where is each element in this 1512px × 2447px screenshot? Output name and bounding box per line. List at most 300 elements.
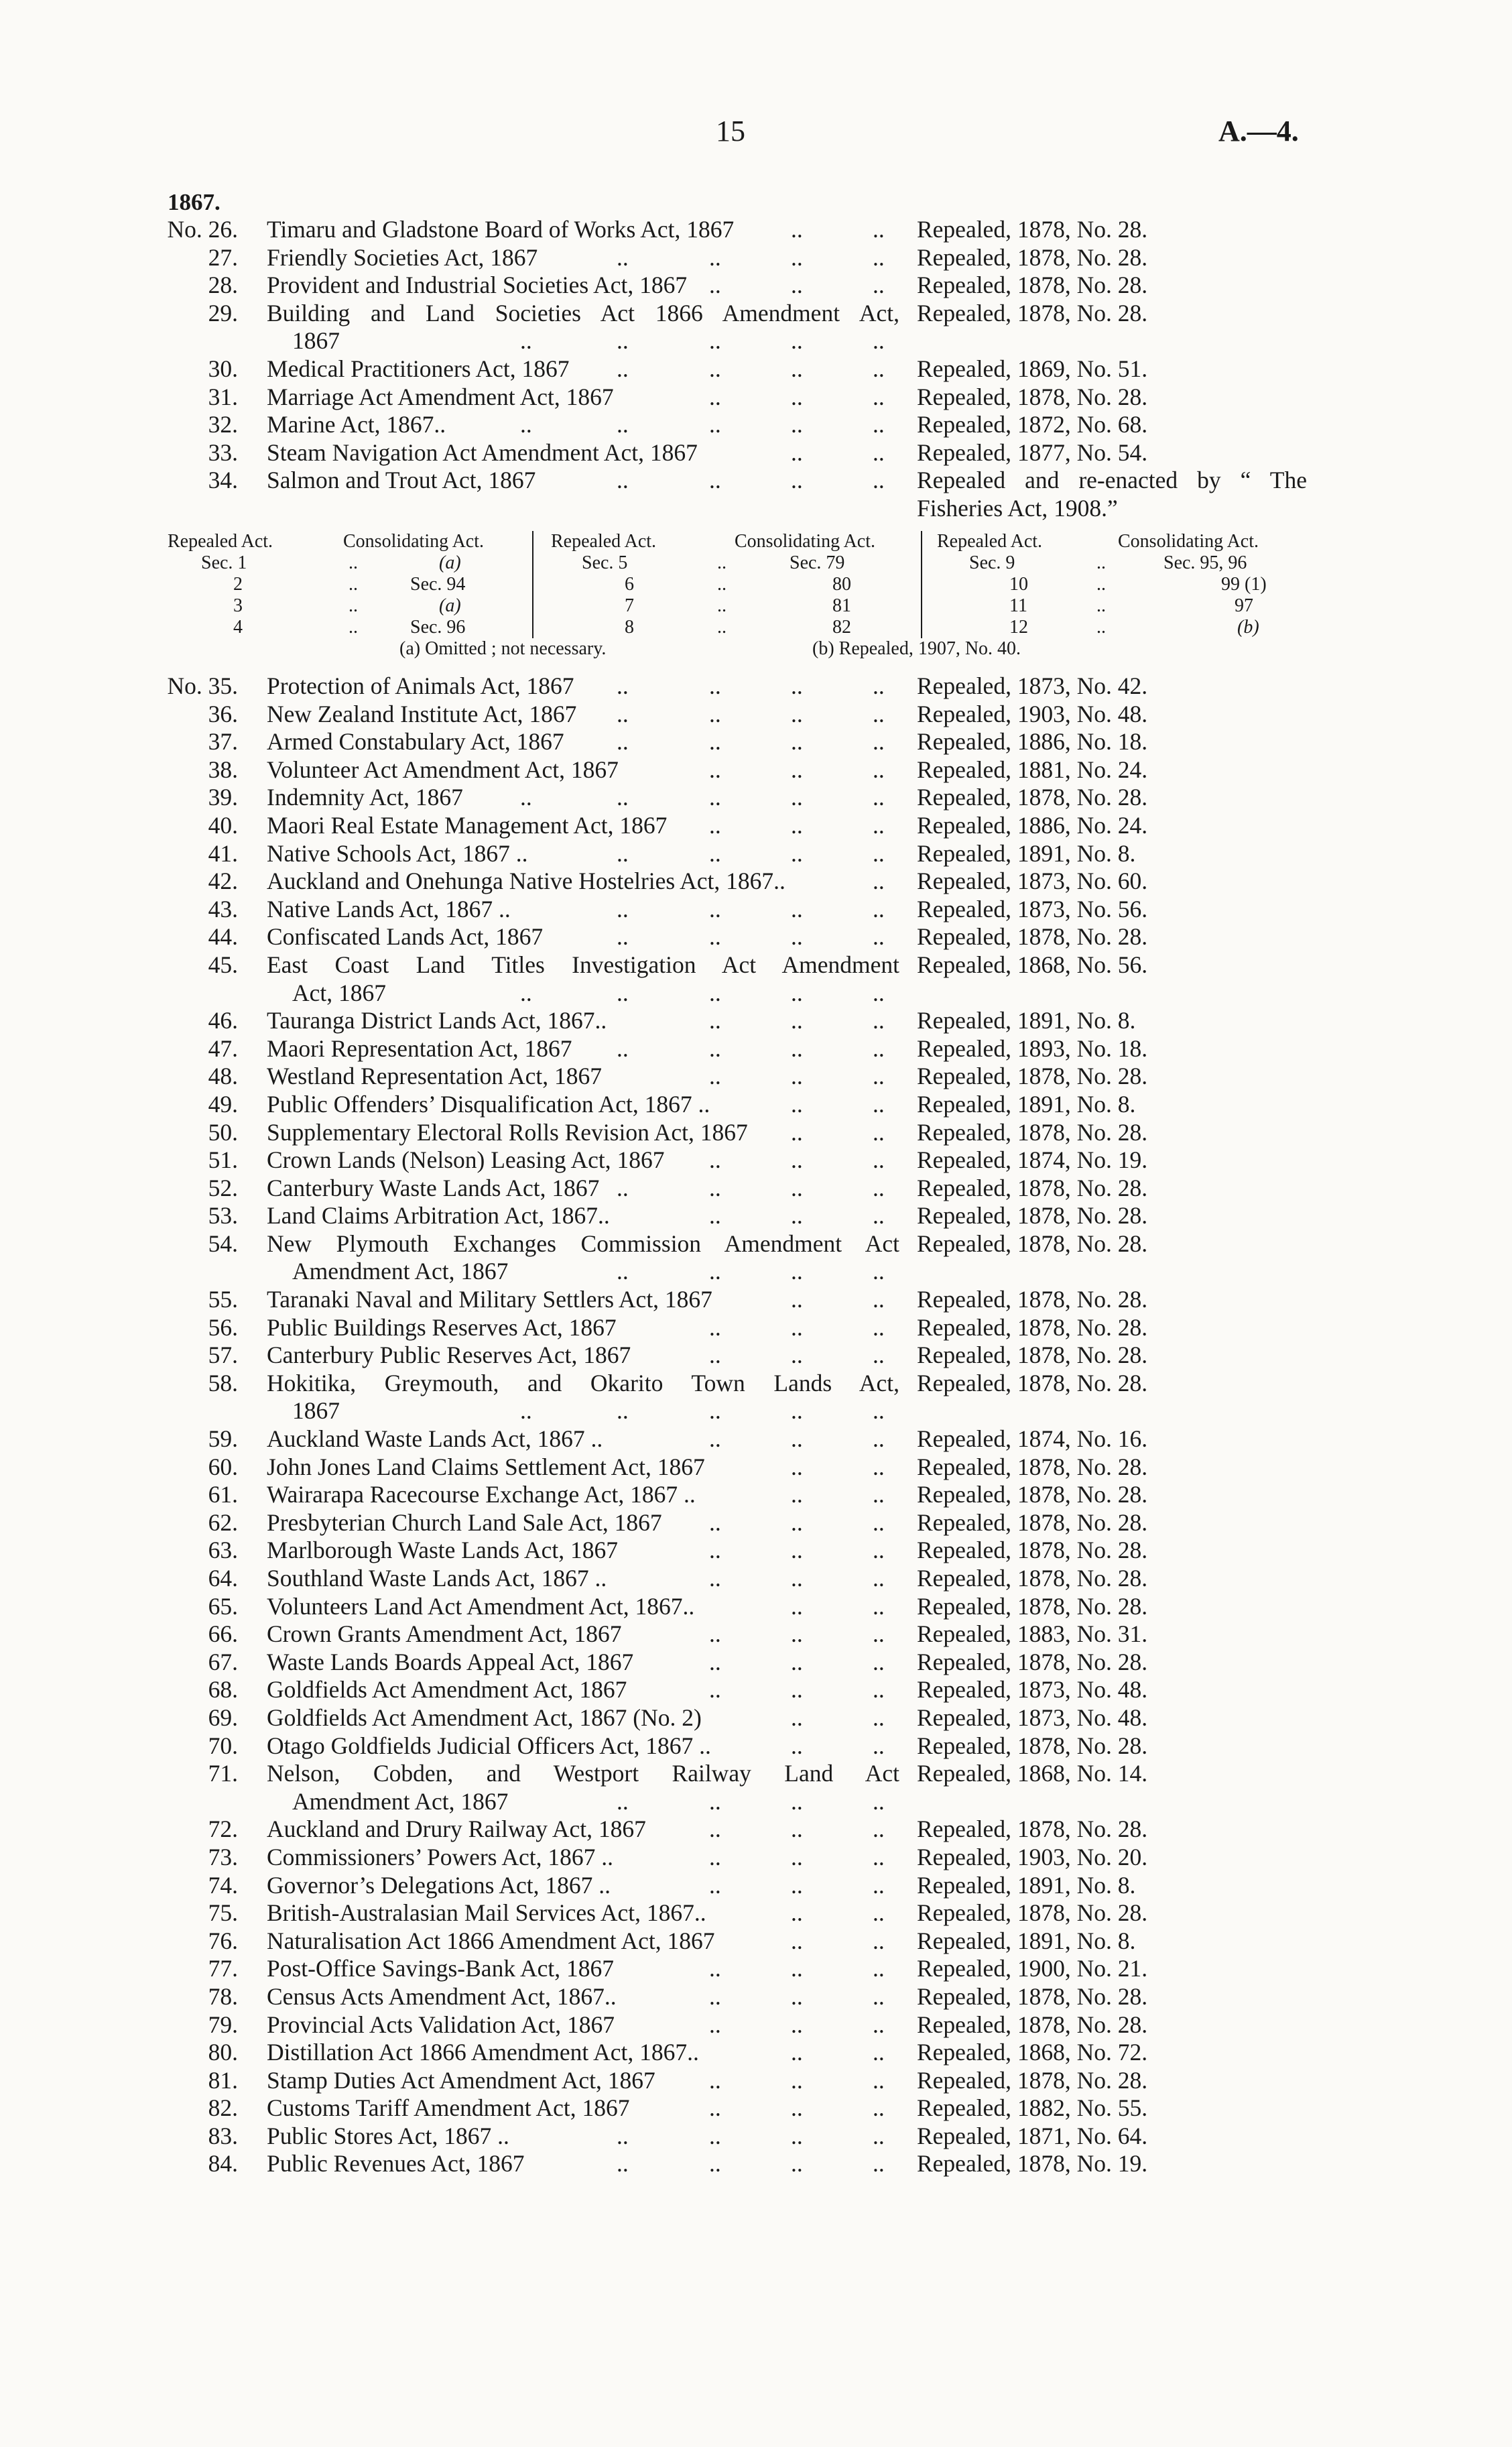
act-title-line: Volunteers Land Act Amendment Act, 1867..: [267, 1592, 695, 1620]
act-entry: [0, 896, 1512, 924]
leader-dots: ..: [791, 2039, 803, 2066]
act-number: 40.: [208, 811, 238, 839]
act-number: 53.: [208, 1202, 238, 1230]
act-title-line: Otago Goldfields Judicial Officers Act, 1867 ..: [267, 1732, 711, 1759]
leader-dots: ..: [873, 1174, 885, 1201]
act-status: [917, 672, 1319, 701]
leader-dots: ..: [791, 1034, 803, 1062]
act-status-line: Repealed, 1878, No. 28.: [917, 216, 1148, 243]
leader-dots: ..: [873, 411, 885, 438]
leader-dots: ..: [873, 1592, 885, 1620]
leader-dots: ..: [791, 1648, 803, 1675]
leader-dots: ..: [791, 1899, 803, 1927]
leader-dots: ..: [791, 1815, 803, 1843]
leader-dots: ..: [873, 1453, 885, 1480]
act-status: [917, 1481, 1319, 1509]
leader-dots: ..: [791, 1676, 803, 1704]
act-title-line: Public Stores Act, 1867 ..: [267, 2122, 509, 2149]
act-entry: [0, 1732, 1512, 1760]
leader-dots: ..: [791, 923, 803, 951]
act-title: [267, 1704, 899, 1732]
leader-dots: ..: [709, 756, 721, 783]
g3-repealed-1: Sec. 9: [969, 552, 1015, 573]
leader-dots: ..: [791, 243, 803, 271]
act-title: [267, 868, 899, 896]
leader-dots: ..: [709, 1397, 721, 1425]
leader-dots: ..: [873, 383, 885, 410]
g2-consolidating-3: 81: [832, 595, 851, 616]
act-number: 73.: [208, 1843, 238, 1870]
act-title-line: Building and Land Societies Act 1866 Amendment Act,: [267, 299, 899, 326]
act-title: [267, 2039, 899, 2067]
act-status-line: Repealed, 1878, No. 28.: [917, 383, 1148, 410]
act-title: [267, 1593, 899, 1621]
act-status-line: Repealed, 1878, No. 28.: [917, 1565, 1148, 1592]
act-entry: [0, 1955, 1512, 1983]
leader-dots: ..: [791, 1481, 803, 1508]
leader-dots: ..: [791, 979, 803, 1006]
act-number: 48.: [208, 1063, 238, 1090]
act-status: [917, 1314, 1319, 1342]
year-heading: 1867.: [168, 189, 220, 215]
header-consolidating-act-2: Consolidating Act.: [735, 531, 875, 552]
act-number: 45.: [208, 951, 238, 978]
act-title-line: Provident and Industrial Societies Act, 1867: [267, 272, 688, 299]
document-reference: A.—4.: [1218, 115, 1299, 147]
act-title: [267, 784, 899, 812]
act-title: [267, 1760, 899, 1815]
leader-dots: ..: [791, 1286, 803, 1313]
leader-dots: ..: [791, 1202, 803, 1230]
act-status: [917, 812, 1319, 840]
act-status-line: Repealed, 1878, No. 28.: [917, 1481, 1148, 1508]
act-number: No. 26.: [167, 216, 238, 243]
act-status-line: Repealed, 1877, No. 54.: [917, 438, 1148, 466]
act-status-line: Repealed, 1881, No. 24.: [917, 756, 1148, 783]
act-status: [917, 1007, 1319, 1035]
leader-dots: ..: [791, 1592, 803, 1620]
act-title: [267, 812, 899, 840]
act-status: [917, 896, 1319, 924]
act-status-line: Repealed, 1871, No. 64.: [917, 2122, 1148, 2149]
leader-dots: ..: [873, 1397, 885, 1425]
act-title: [267, 1035, 899, 1063]
leader-dots: ..: [617, 672, 629, 699]
act-number: 67.: [208, 1648, 238, 1675]
g1-repealed-3: 3: [233, 595, 243, 616]
acts-list-part-1: [0, 216, 1512, 523]
page-number: 15: [716, 115, 745, 147]
act-status: [917, 1202, 1319, 1230]
g3-repealed-2: 10: [1009, 574, 1028, 595]
header-repealed-act: Repealed Act.: [168, 531, 273, 552]
act-title-line: Armed Constabulary Act, 1867: [267, 728, 564, 756]
g3-consolidating-4: (b): [1237, 617, 1259, 638]
act-status-line: Repealed, 1878, No. 28.: [917, 1592, 1148, 1620]
act-title-line: Timaru and Gladstone Board of Works Act, 1867: [267, 216, 735, 243]
leader-dots: ..: [709, 2066, 721, 2094]
leader-dots: ..: [791, 383, 803, 410]
leader-dots: ..: [709, 243, 721, 271]
act-number: 62.: [208, 1508, 238, 1536]
act-title-line: Marriage Act Amendment Act, 1867: [267, 383, 614, 410]
act-status-line: Repealed, 1878, No. 28.: [917, 1341, 1148, 1369]
act-title: [267, 411, 899, 439]
act-entry: [0, 840, 1512, 868]
act-number: 70.: [208, 1732, 238, 1759]
act-number: 29.: [208, 299, 238, 326]
act-number: 68.: [208, 1676, 238, 1704]
leader-dots: ..: [791, 1258, 803, 1285]
act-title-line: Marlborough Waste Lands Act, 1867: [267, 1537, 618, 1564]
leader-dots: ..: [873, 327, 885, 355]
act-status: [917, 840, 1319, 868]
act-entry: [0, 439, 1512, 467]
leader-dots: ..: [709, 2122, 721, 2149]
leader-dots: ..: [617, 355, 629, 382]
act-number: 74.: [208, 1871, 238, 1899]
leader-dots: ..: [709, 839, 721, 867]
act-title: [267, 1007, 899, 1035]
act-status-line: Repealed, 1903, No. 48.: [917, 700, 1148, 727]
act-title-line: Provincial Acts Validation Act, 1867: [267, 2011, 615, 2038]
leader-dots: ..: [617, 411, 629, 438]
leader-dots: ..: [873, 1508, 885, 1536]
act-status-line: Repealed, 1874, No. 19.: [917, 1146, 1148, 1174]
leader-dots: ..: [791, 467, 803, 494]
leader-dots: ..: [873, 1676, 885, 1704]
act-number: 60.: [208, 1453, 238, 1480]
act-entry: [0, 672, 1512, 701]
g3-repealed-3: 11: [1009, 595, 1027, 616]
act-number: 78.: [208, 1982, 238, 2010]
act-title-line: Wairarapa Racecourse Exchange Act, 1867 ..: [267, 1481, 696, 1508]
act-title: [267, 1063, 899, 1091]
act-title-line: Presbyterian Church Land Sale Act, 1867: [267, 1508, 662, 1536]
leader-dots: ..: [791, 1341, 803, 1369]
act-entry: [0, 1620, 1512, 1649]
leader-dots: ..: [791, 1982, 803, 2010]
g3-consolidating-1: Sec. 95, 96: [1163, 552, 1247, 573]
leader-dots: ..: [791, 438, 803, 466]
act-entry: [0, 1593, 1512, 1621]
act-status-line: Repealed, 1878, No. 28.: [917, 1202, 1148, 1230]
leader-dots: ..: [520, 327, 532, 355]
act-number: 57.: [208, 1341, 238, 1369]
act-title: [267, 383, 899, 412]
act-entry: [0, 1676, 1512, 1704]
act-title: [267, 1453, 899, 1482]
act-status-line: Repealed, 1873, No. 42.: [917, 672, 1148, 699]
act-title: [267, 1425, 899, 1453]
footnote-b: (b) Repealed, 1907, No. 40.: [812, 638, 1021, 659]
leader-dots: ..: [873, 784, 885, 811]
act-title-line: 1867: [292, 1397, 340, 1425]
act-number: 79.: [208, 2011, 238, 2038]
leader-dots: ..: [617, 1174, 629, 1201]
act-number: No. 35.: [167, 672, 238, 699]
act-number: 65.: [208, 1592, 238, 1620]
leader-dots: ..: [709, 1313, 721, 1341]
leader-dots: ..: [791, 2122, 803, 2149]
act-status-line: Repealed, 1878, No. 28.: [917, 1732, 1148, 1759]
act-title-line: Hokitika, Greymouth, and Okarito Town Lands Act,: [267, 1369, 899, 1396]
leader-dots: ..: [873, 1704, 885, 1731]
leader-dots: ..: [709, 1620, 721, 1648]
act-title-line: Canterbury Waste Lands Act, 1867: [267, 1174, 600, 1201]
g1-consolidating-1: (a): [439, 552, 461, 573]
act-number: 80.: [208, 2039, 238, 2066]
leader-dots: ..: [873, 1843, 885, 1870]
leader-dots: ..: [873, 1146, 885, 1174]
act-number: 47.: [208, 1034, 238, 1062]
act-title: [267, 1146, 899, 1175]
act-entry: [0, 1649, 1512, 1677]
act-title: [267, 756, 899, 784]
act-entry: [0, 1481, 1512, 1509]
leader-dots: ..: [791, 1118, 803, 1146]
act-status: [917, 1815, 1319, 1844]
leader-dots: ..: [709, 700, 721, 727]
act-title: [267, 1676, 899, 1704]
leader-dots: ..: [617, 1397, 629, 1425]
act-status-line: Repealed, 1878, No. 28.: [917, 1369, 1148, 1396]
leader-dots: ..: [709, 672, 721, 699]
act-status-line: Repealed, 1878, No. 28.: [917, 1648, 1148, 1675]
act-status: [917, 2123, 1319, 2151]
act-title-line: Steam Navigation Act Amendment Act, 1867: [267, 438, 698, 466]
leader-dots: ..: [873, 2122, 885, 2149]
leader-dots: ..: [873, 272, 885, 299]
leader-dots: ..: [520, 784, 532, 811]
act-status-line: Repealed, 1891, No. 8.: [917, 1007, 1136, 1034]
act-title-line: Nelson, Cobden, and Westport Railway Land Act: [267, 1760, 899, 1787]
act-status-line: Repealed, 1878, No. 28.: [917, 1174, 1148, 1201]
g2-consolidating-4: 82: [832, 617, 851, 638]
act-entry: [0, 1760, 1512, 1815]
act-entry: [0, 244, 1512, 272]
act-title: [267, 2067, 899, 2095]
act-entry: [0, 1146, 1512, 1175]
leader-dots: ..: [791, 1397, 803, 1425]
leader-dots: ..: [873, 1955, 885, 1982]
act-status-line: Repealed, 1878, No. 28.: [917, 1815, 1148, 1843]
act-title: [267, 1230, 899, 1286]
act-status: [917, 1230, 1319, 1258]
act-title-line: Taranaki Naval and Military Settlers Act, 1867: [267, 1286, 712, 1313]
act-status: [917, 2094, 1319, 2123]
act-number: 52.: [208, 1174, 238, 1201]
act-number: 49.: [208, 1090, 238, 1118]
act-number: 32.: [208, 411, 238, 438]
act-title-line: Stamp Duties Act Amendment Act, 1867: [267, 2066, 655, 2094]
act-status-line: Repealed, 1878, No. 28.: [917, 784, 1148, 811]
leader-dots: ..: [709, 1871, 721, 1899]
leader-dots: ..: [791, 1565, 803, 1592]
act-title: [267, 840, 899, 868]
g1-consolidating-4: Sec. 96: [410, 617, 466, 638]
act-status: [917, 1119, 1319, 1147]
act-title: [267, 1202, 899, 1230]
act-entry: [0, 2150, 1512, 2178]
leader-dots: ..: [873, 1927, 885, 1954]
leader-dots: ..: [709, 383, 721, 410]
act-status: [917, 1899, 1319, 1927]
act-status-line: Repealed, 1872, No. 68.: [917, 411, 1148, 438]
act-title-line: Census Acts Amendment Act, 1867..: [267, 1982, 617, 2010]
act-title: [267, 951, 899, 1007]
act-title-line: Protection of Animals Act, 1867: [267, 672, 574, 699]
act-status-line: Repealed, 1878, No. 28.: [917, 1982, 1148, 2010]
g2-repealed-1: Sec. 5: [582, 552, 628, 573]
act-title-line: New Plymouth Exchanges Commission Amendment Act: [267, 1230, 899, 1257]
act-status-line: Repealed, 1891, No. 8.: [917, 1927, 1136, 1954]
act-status: [917, 1676, 1319, 1704]
act-title: [267, 1620, 899, 1649]
leader-dots: ..: [873, 728, 885, 756]
act-status-line: Repealed, 1878, No. 28.: [917, 272, 1148, 299]
leader-dots: ..: [873, 243, 885, 271]
leader-dots: ..: [709, 1202, 721, 1230]
act-number: 34.: [208, 467, 238, 494]
act-title-line: Public Buildings Reserves Act, 1867: [267, 1313, 617, 1341]
act-title-line: Salmon and Trout Act, 1867: [267, 467, 536, 494]
act-title-line: Medical Practitioners Act, 1867: [267, 355, 570, 382]
leader-dots: ..: [791, 672, 803, 699]
act-status: [917, 467, 1319, 522]
act-title-line: Governor’s Delegations Act, 1867 ..: [267, 1871, 611, 1899]
act-status: [917, 1286, 1319, 1314]
act-entry: [0, 1341, 1512, 1370]
act-number: 30.: [208, 355, 238, 382]
act-entry: [0, 411, 1512, 439]
leader-dots: ..: [791, 1425, 803, 1453]
act-status: [917, 2039, 1319, 2067]
leader-dots: ..: [709, 1648, 721, 1675]
leader-dots: ..: [709, 1955, 721, 1982]
leader-dots: ..: [617, 895, 629, 922]
leader-dots: ..: [709, 272, 721, 299]
leader-dots: ..: [791, 272, 803, 299]
act-number: 84.: [208, 2150, 238, 2177]
act-title: [267, 1955, 899, 1983]
act-title-line: Land Claims Arbitration Act, 1867..: [267, 1202, 610, 1230]
act-status: [917, 300, 1319, 328]
act-title: [267, 1175, 899, 1203]
acts-list-part-2: [0, 672, 1512, 2178]
leader-dots: ..: [791, 811, 803, 839]
act-number: 38.: [208, 756, 238, 783]
act-title: [267, 923, 899, 951]
act-title: [267, 1537, 899, 1565]
act-title: [267, 1927, 899, 1956]
act-title: [267, 2011, 899, 2039]
act-status: [917, 1509, 1319, 1537]
leader-dots: ..: [873, 895, 885, 922]
act-status-line: Repealed, 1878, No. 28.: [917, 2011, 1148, 2038]
leader-dots: ..: [617, 467, 629, 494]
act-entry: [0, 1899, 1512, 1927]
act-status: [917, 701, 1319, 729]
act-status-line: Fisheries Act, 1908.”: [917, 494, 1118, 522]
act-status: [917, 383, 1319, 412]
act-title-line: New Zealand Institute Act, 1867: [267, 700, 577, 727]
act-entry: [0, 728, 1512, 756]
leader-dots: ..: [791, 1704, 803, 1731]
act-title-line: Act, 1867: [292, 979, 387, 1006]
act-entry: [0, 784, 1512, 812]
leader-dots: ..: [791, 1787, 803, 1815]
act-number: 27.: [208, 243, 238, 271]
leader-dots: ..: [873, 438, 885, 466]
act-number: 58.: [208, 1369, 238, 1396]
act-entry: [0, 951, 1512, 1007]
act-status: [917, 1872, 1319, 1900]
leader-dots: ..: [791, 1508, 803, 1536]
act-entry: [0, 2123, 1512, 2151]
leader-dots: ..: [791, 1537, 803, 1564]
leader-dots: ..: [709, 1843, 721, 1870]
leader-dots: ..: [791, 1146, 803, 1174]
act-title-line: Native Schools Act, 1867 ..: [267, 839, 528, 867]
leader-dots: ..: [709, 784, 721, 811]
leader-dots: ..: [709, 811, 721, 839]
leader-dots: ..: [873, 923, 885, 951]
act-entry: [0, 923, 1512, 951]
act-entry: [0, 1425, 1512, 1453]
leader-dots: ..: [791, 2094, 803, 2122]
act-title: [267, 1844, 899, 1872]
leader-dots: ..: [791, 1871, 803, 1899]
act-status: [917, 1955, 1319, 1983]
act-title: [267, 1481, 899, 1509]
act-title: [267, 439, 899, 467]
act-status: [917, 272, 1319, 300]
act-title-line: 1867: [292, 327, 340, 355]
act-title: [267, 672, 899, 701]
leader-dots: ..: [873, 467, 885, 494]
act-number: 43.: [208, 895, 238, 922]
act-title-line: Maori Representation Act, 1867: [267, 1034, 572, 1062]
act-status: [917, 1175, 1319, 1203]
act-status-line: Repealed, 1891, No. 8.: [917, 839, 1136, 867]
leader-dots: ..: [873, 2094, 885, 2122]
act-number: 46.: [208, 1007, 238, 1034]
act-entry: [0, 1314, 1512, 1342]
act-title: [267, 355, 899, 383]
leader-dots: ..: [709, 728, 721, 756]
act-title: [267, 1119, 899, 1147]
act-entry: [0, 1565, 1512, 1593]
act-number: 50.: [208, 1118, 238, 1146]
leader-dots: ..: [873, 1871, 885, 1899]
act-number: 69.: [208, 1704, 238, 1731]
header-repealed-act-3: Repealed Act.: [937, 531, 1043, 552]
leader-dots: ..: [709, 1258, 721, 1285]
act-title-line: Southland Waste Lands Act, 1867 ..: [267, 1565, 607, 1592]
leader-dots: ..: [873, 1648, 885, 1675]
act-status-line: Repealed, 1893, No. 18.: [917, 1034, 1148, 1062]
act-title-line: Canterbury Public Reserves Act, 1867: [267, 1341, 631, 1369]
act-number: 42.: [208, 868, 238, 895]
act-status: [917, 355, 1319, 383]
leader-dots: ..: [873, 1286, 885, 1313]
act-status-line: Repealed, 1878, No. 28.: [917, 243, 1148, 271]
act-status: [917, 1983, 1319, 2011]
leader-dots: ..: [873, 1258, 885, 1285]
footnote-a: (a) Omitted ; not necessary.: [399, 638, 607, 659]
leader-dots: ..: [873, 1899, 885, 1927]
